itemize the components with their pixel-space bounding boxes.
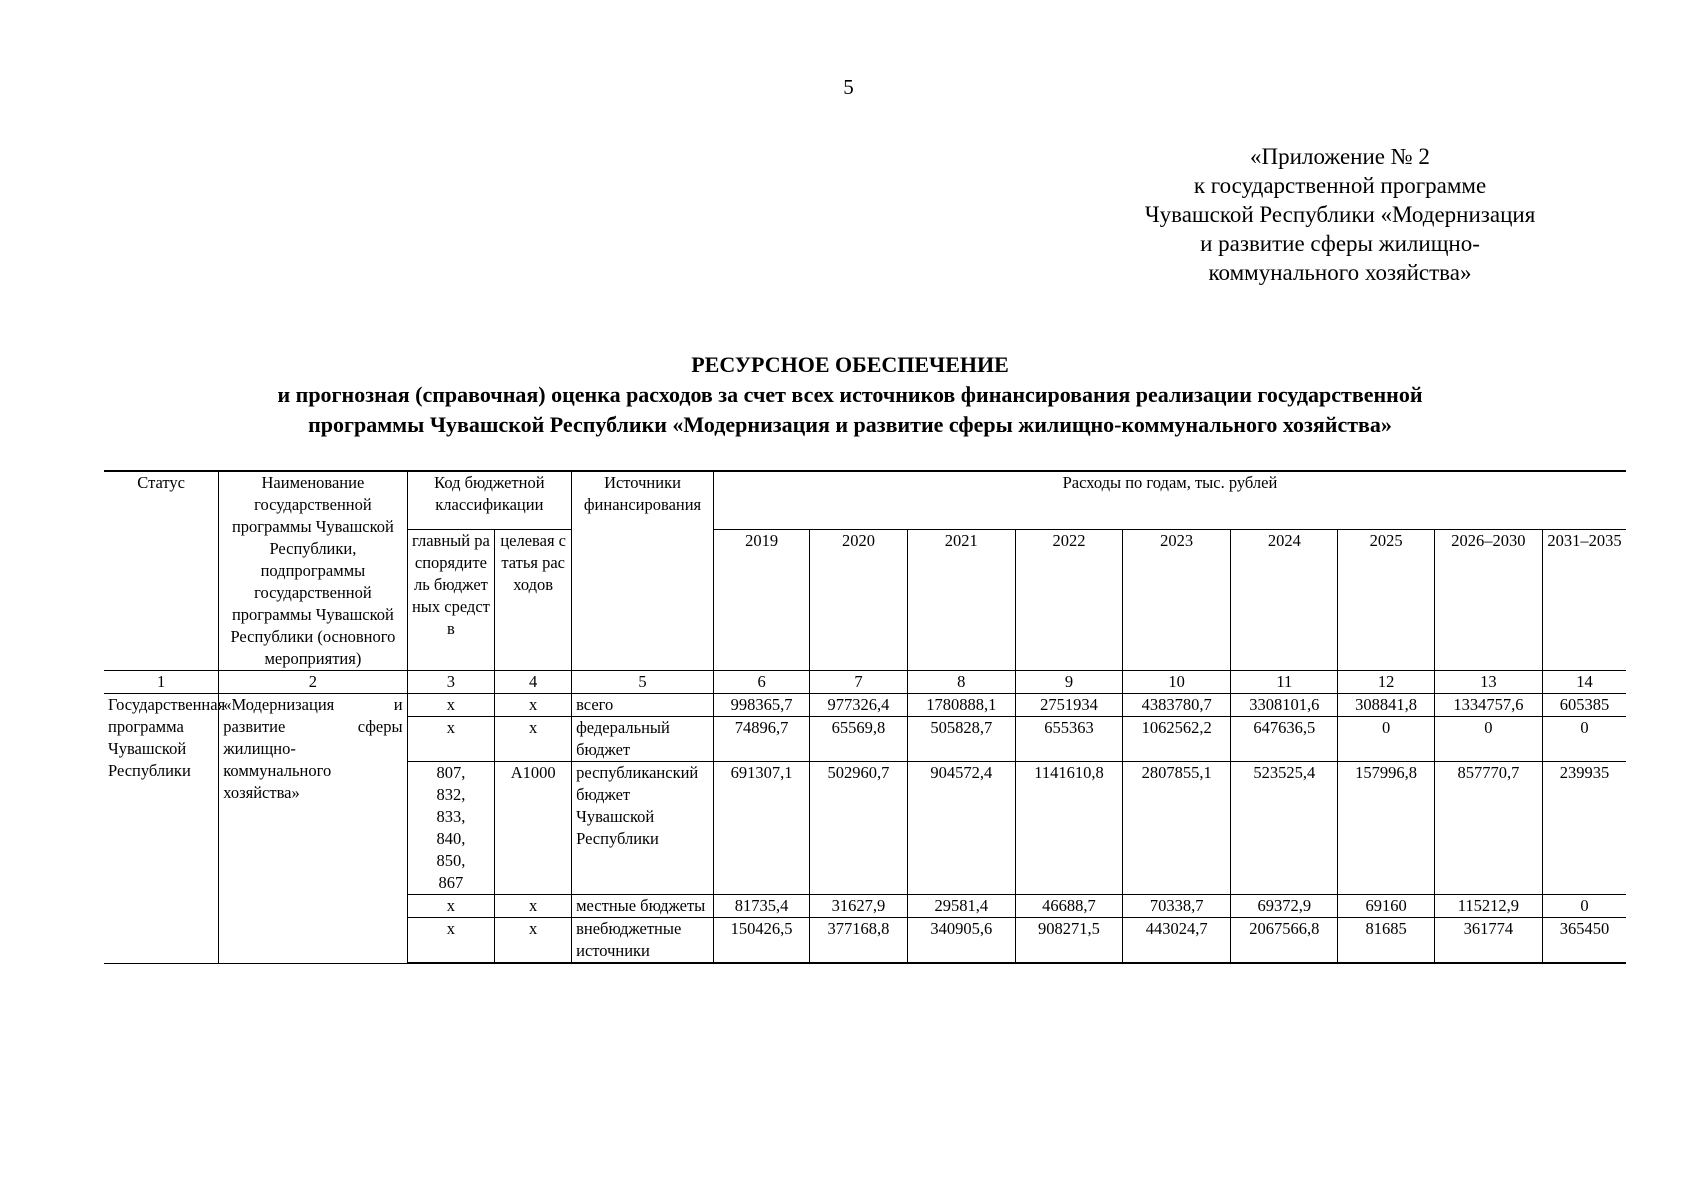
table-row [104, 694, 1626, 717]
value-cell: 361774 [1434, 918, 1542, 964]
funding-source-cell: местные бюджеты [572, 895, 714, 918]
target-article-cell: А1000 [495, 762, 572, 895]
column-number: 1 [104, 671, 219, 694]
value-cell: 977326,4 [810, 694, 907, 717]
funding-source-cell: внебюджетные источники [572, 918, 714, 964]
header-year: 2025 [1338, 529, 1434, 671]
value-cell: 0 [1338, 717, 1434, 762]
value-cell: 655363 [1015, 717, 1122, 762]
value-cell: 29581,4 [907, 895, 1015, 918]
appendix-line: к государственной программе [1193, 173, 1487, 198]
value-cell: 2807855,1 [1123, 762, 1231, 895]
value-cell: 0 [1434, 717, 1542, 762]
header-year: 2021 [907, 529, 1015, 671]
header-year: 2026–2030 [1434, 529, 1542, 671]
main-manager-cell: x [407, 717, 495, 762]
column-number: 8 [907, 671, 1015, 694]
header-year: 2031–2035 [1543, 529, 1627, 671]
value-cell: 115212,9 [1434, 895, 1542, 918]
appendix-line: «Приложение № 2 [1250, 144, 1430, 169]
header-budget-code: Код бюджетной классификации [407, 471, 572, 529]
value-cell: 443024,7 [1123, 918, 1231, 964]
value-cell: 904572,4 [907, 762, 1015, 895]
main-manager-cell: 807, 832, 833, 840, 850, 867 [407, 762, 495, 895]
value-cell: 857770,7 [1434, 762, 1542, 895]
column-number: 6 [713, 671, 809, 694]
column-number: 5 [572, 671, 714, 694]
value-cell: 4383780,7 [1123, 694, 1231, 717]
value-cell: 150426,5 [713, 918, 809, 964]
column-number: 11 [1231, 671, 1338, 694]
value-cell: 308841,8 [1338, 694, 1434, 717]
value-cell: 157996,8 [1338, 762, 1434, 895]
column-number: 4 [495, 671, 572, 694]
value-cell: 81685 [1338, 918, 1434, 964]
header-funding-sources: Источники финансирования [572, 471, 714, 671]
value-cell: 2067566,8 [1231, 918, 1338, 964]
main-manager-cell: x [407, 918, 495, 964]
value-cell: 523525,4 [1231, 762, 1338, 895]
funding-source-cell: всего [572, 694, 714, 717]
value-cell: 81735,4 [713, 895, 809, 918]
value-cell: 31627,9 [810, 895, 907, 918]
value-cell: 365450 [1543, 918, 1627, 964]
header-year: 2023 [1123, 529, 1231, 671]
value-cell: 74896,7 [713, 717, 809, 762]
value-cell: 0 [1543, 717, 1627, 762]
appendix-line: коммунального хозяйства» [1208, 260, 1472, 285]
header-year: 2024 [1231, 529, 1338, 671]
header-year: 2022 [1015, 529, 1122, 671]
header-expenses-by-year: Расходы по годам, тыс. рублей [713, 471, 1626, 529]
title-heading: РЕСУРСНОЕ ОБЕСПЕЧЕНИЕ [691, 352, 1009, 377]
column-number: 12 [1338, 671, 1434, 694]
value-cell: 998365,7 [713, 694, 809, 717]
value-cell: 65569,8 [810, 717, 907, 762]
value-cell: 70338,7 [1123, 895, 1231, 918]
page-number: 5 [843, 75, 854, 99]
column-number: 3 [407, 671, 495, 694]
column-number: 7 [810, 671, 907, 694]
title-subheading-line: программы Чувашской Республики «Модернизация и развитие сферы жилищно-коммунального хозяйства» [308, 412, 1392, 437]
target-article-cell: x [495, 717, 572, 762]
appendix-line: Чувашской Республики «Модернизация [1144, 202, 1536, 227]
value-cell: 340905,6 [907, 918, 1015, 964]
target-article-cell: x [495, 895, 572, 918]
main-manager-cell: x [407, 694, 495, 717]
title-subheading-line: и прогнозная (справочная) оценка расходов за счет всех источников финансирования реализации государственной [277, 382, 1423, 407]
value-cell: 502960,7 [810, 762, 907, 895]
column-number: 10 [1123, 671, 1231, 694]
appendix-line: и развитие сферы жилищно- [1200, 231, 1480, 256]
value-cell: 908271,5 [1015, 918, 1122, 964]
value-cell: 2751934 [1015, 694, 1122, 717]
value-cell: 505828,7 [907, 717, 1015, 762]
resource-table [104, 470, 1626, 964]
value-cell: 377168,8 [810, 918, 907, 964]
value-cell: 1780888,1 [907, 694, 1015, 717]
column-number: 14 [1543, 671, 1627, 694]
value-cell: 0 [1543, 895, 1627, 918]
funding-source-cell: республиканский бюджет Чувашской Республики [572, 762, 714, 895]
column-number: 2 [219, 671, 407, 694]
value-cell: 239935 [1543, 762, 1627, 895]
value-cell: 46688,7 [1015, 895, 1122, 918]
value-cell: 605385 [1543, 694, 1627, 717]
main-manager-cell: x [407, 895, 495, 918]
target-article-cell: x [495, 918, 572, 964]
value-cell: 1334757,6 [1434, 694, 1542, 717]
appendix-reference [1100, 142, 1580, 287]
value-cell: 69372,9 [1231, 895, 1338, 918]
program-name: «Модернизация и развитие сферы жилищно-коммунального хозяйства» [219, 694, 407, 964]
value-cell: 3308101,6 [1231, 694, 1338, 717]
column-number: 9 [1015, 671, 1122, 694]
header-year: 2019 [713, 529, 809, 671]
header-target-article: целевая статья расходов [495, 529, 572, 671]
column-number: 13 [1434, 671, 1542, 694]
target-article-cell: x [495, 694, 572, 717]
value-cell: 647636,5 [1231, 717, 1338, 762]
header-row [104, 471, 1626, 529]
value-cell: 1062562,2 [1123, 717, 1231, 762]
program-status: Государственная программа Чувашской Республики [104, 694, 219, 964]
value-cell: 69160 [1338, 895, 1434, 918]
header-main-manager: главный распорядитель бюджетных средств [407, 529, 495, 671]
document-title [110, 350, 1590, 440]
funding-source-cell: федеральный бюджет [572, 717, 714, 762]
value-cell: 691307,1 [713, 762, 809, 895]
value-cell: 1141610,8 [1015, 762, 1122, 895]
header-status: Статус [104, 471, 219, 671]
column-number-row [104, 671, 1626, 694]
header-year: 2020 [810, 529, 907, 671]
header-program-name: Наименование государственной программы Чувашской Республики, подпрограммы государственной программы Чувашской Республики (основного мероприятия) [219, 471, 407, 671]
